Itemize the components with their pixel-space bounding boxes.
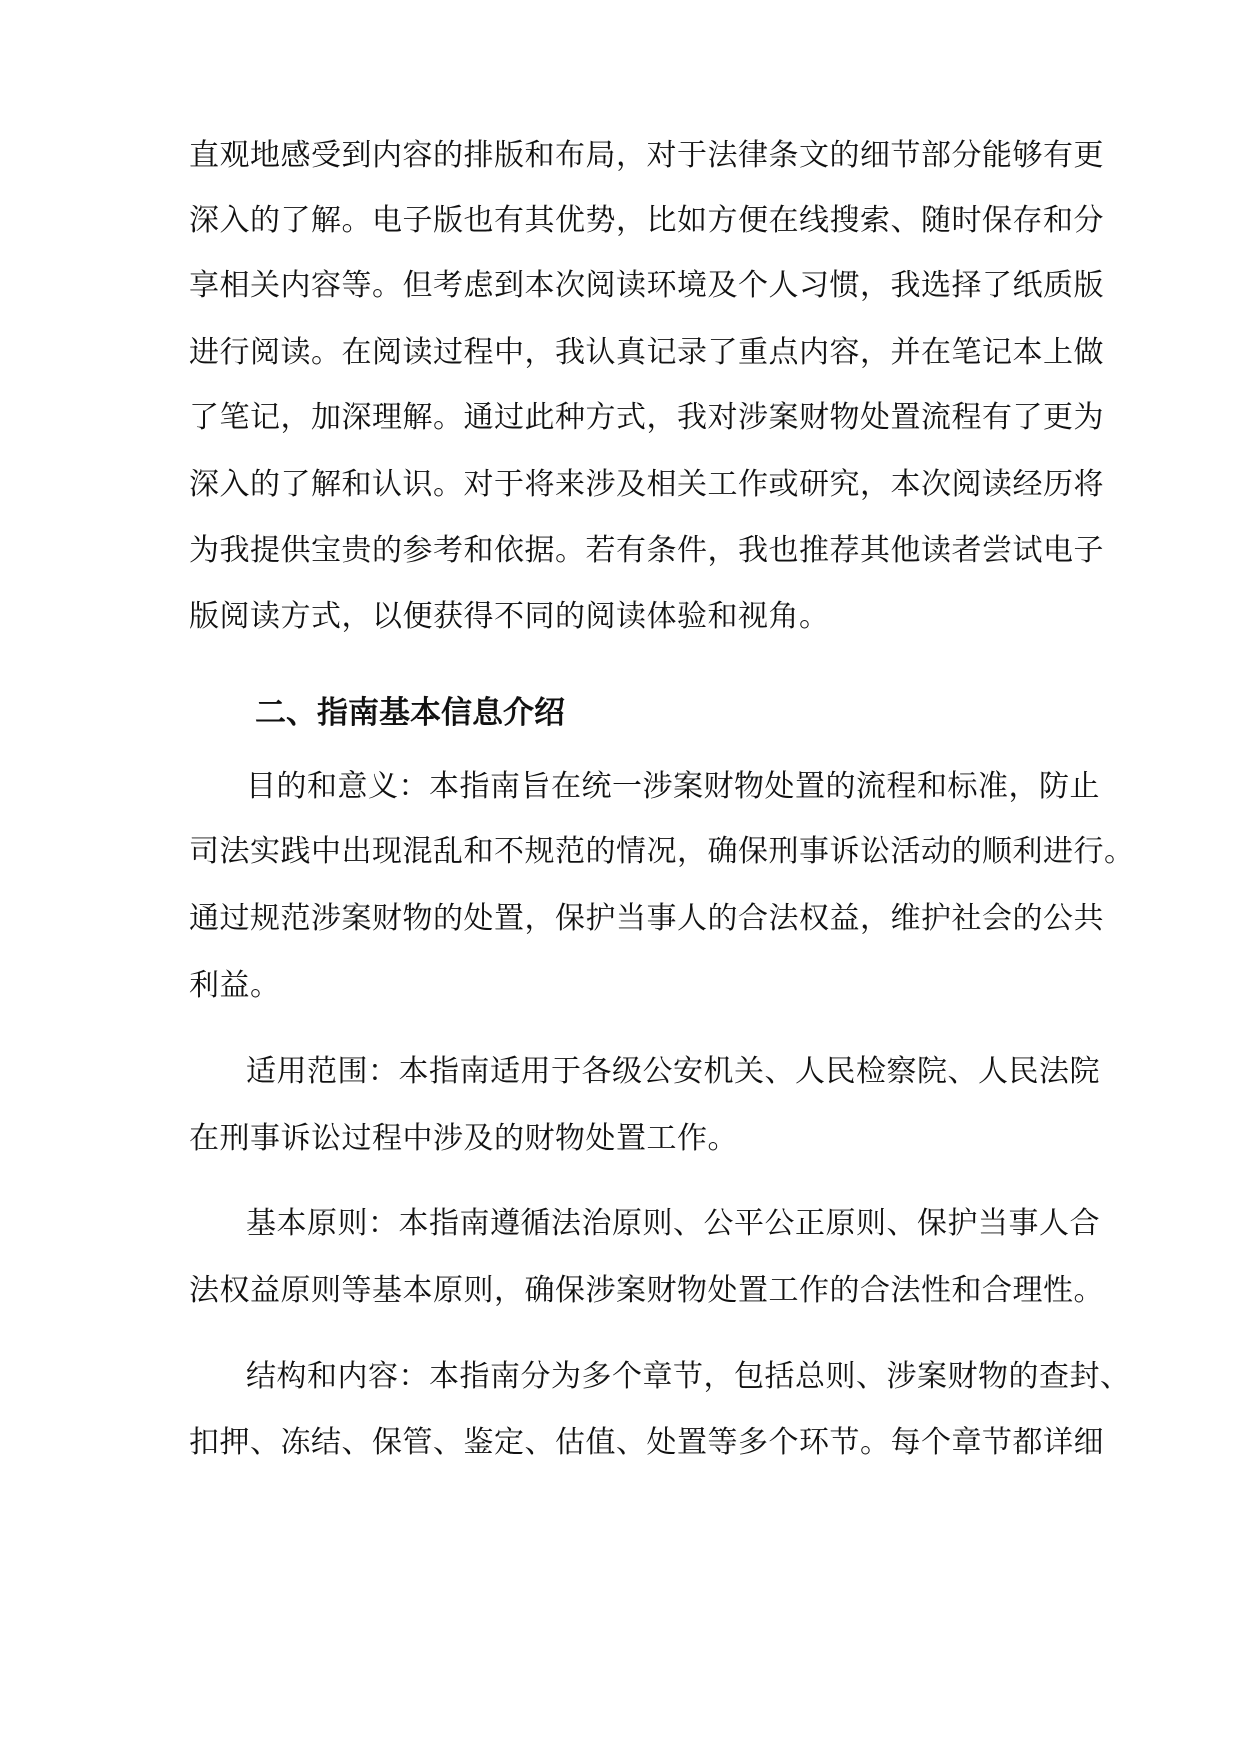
text-line: 利益。 <box>189 968 281 1003</box>
text-line: 深入的了解。电子版也有其优势，比如方便在线搜索、随时保存和分 <box>189 203 1104 238</box>
text-line: 适用范围：本指南适用于各级公安机关、人民检察院、人民法院 <box>246 1054 1100 1089</box>
text-line: 版阅读方式，以便获得不同的阅读体验和视角。 <box>189 599 830 634</box>
text-line: 享相关内容等。但考虑到本次阅读环境及个人习惯，我选择了纸质版 <box>189 268 1104 303</box>
text-line: 为我提供宝贵的参考和依据。若有条件，我也推荐其他读者尝试电子 <box>189 533 1104 568</box>
text-line: 直观地感受到内容的排版和布局，对于法律条文的细节部分能够有更 <box>189 138 1104 173</box>
text-line: 目的和意义：本指南旨在统一涉案财物处置的流程和标准，防止 <box>246 769 1100 804</box>
text-line: 通过规范涉案财物的处置，保护当事人的合法权益，维护社会的公共 <box>189 901 1104 936</box>
section-heading: 二、指南基本信息介绍 <box>255 695 565 731</box>
text-line: 了笔记，加深理解。通过此种方式，我对涉案财物处置流程有了更为 <box>189 400 1104 435</box>
text-line: 扣押、冻结、保管、鉴定、估值、处置等多个环节。每个章节都详细 <box>189 1425 1104 1460</box>
text-line: 深入的了解和认识。对于将来涉及相关工作或研究，本次阅读经历将 <box>189 467 1104 502</box>
text-line: 结构和内容：本指南分为多个章节，包括总则、涉案财物的查封、 <box>246 1359 1131 1394</box>
text-line: 进行阅读。在阅读过程中，我认真记录了重点内容，并在笔记本上做 <box>189 335 1104 370</box>
text-line: 司法实践中出现混乱和不规范的情况，确保刑事诉讼活动的顺利进行。 <box>189 834 1135 869</box>
text-line: 基本原则：本指南遵循法治原则、公平公正原则、保护当事人合 <box>246 1206 1100 1241</box>
text-line: 在刑事诉讼过程中涉及的财物处置工作。 <box>189 1121 738 1156</box>
text-line: 法权益原则等基本原则，确保涉案财物处置工作的合法性和合理性。 <box>189 1273 1104 1308</box>
